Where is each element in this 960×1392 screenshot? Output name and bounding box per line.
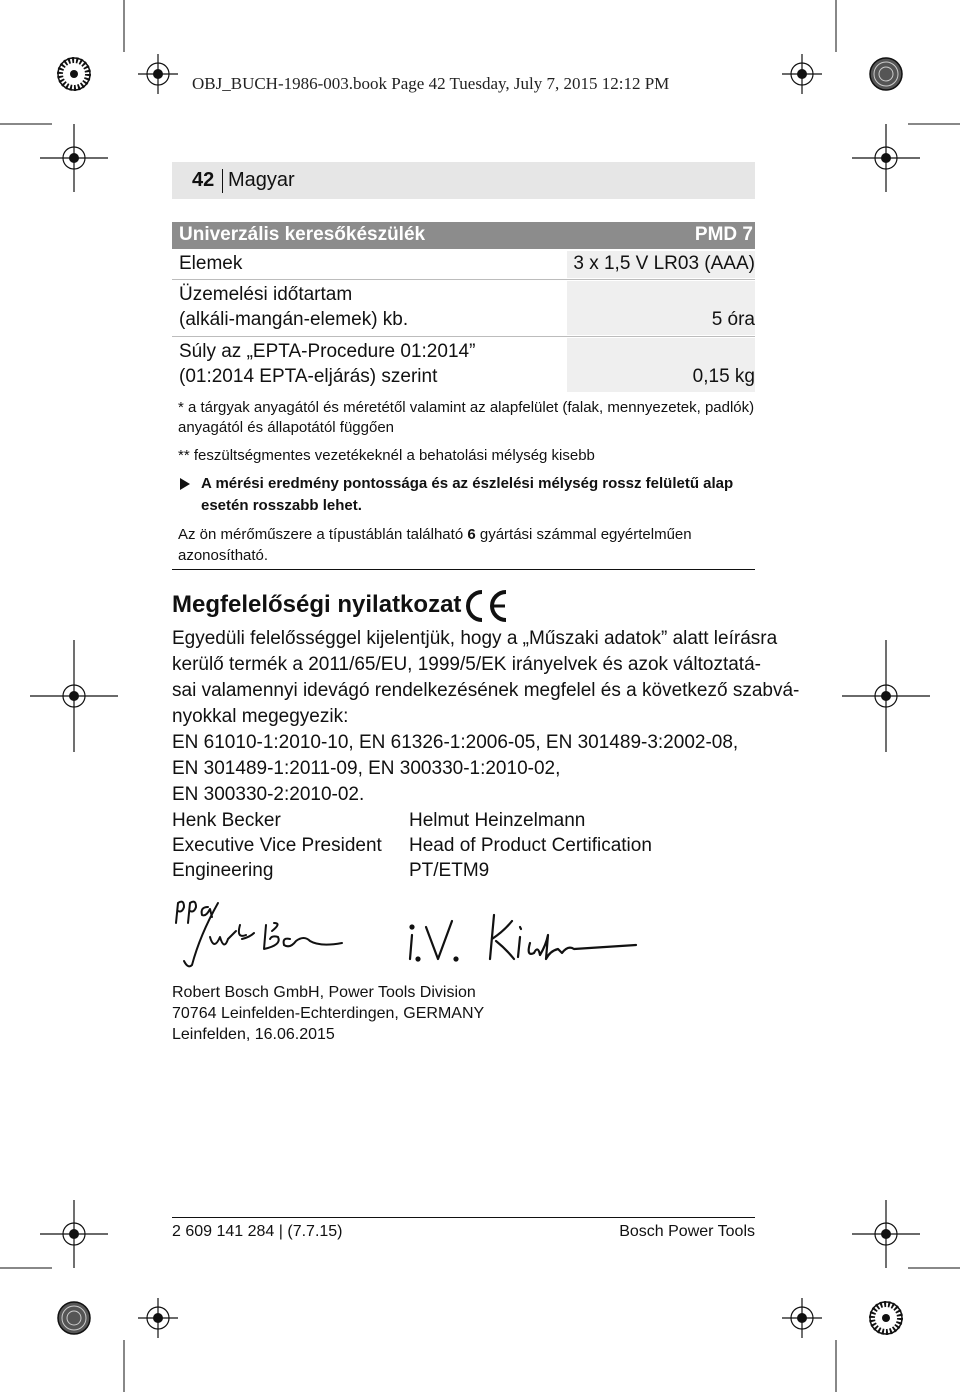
declaration-text: Egyedüli felelősséggel kijelentjük, hogy a „Műszaki adatok” alatt leírásra kerülő termék a 2011/65/EU, 1999/5/EK irányelvek és azok változtatá- sai valamennyi idevágó rendelkezésének megfelel és a következő szabvá- nyokkal megegyezik: EN 61010-1:2010-10, EN 61326-1:2006-05, EN 301489-3:2002-08, EN 301489-1:2011-09, EN 300330-1:2010-02, EN 300330-2:2010-02. [172, 628, 800, 805]
warning-bullet-icon [180, 478, 190, 490]
spec-row-divider [172, 279, 755, 280]
spec-table-header [172, 222, 755, 249]
spec-row-weight [172, 338, 755, 392]
spec-row-runtime [172, 281, 755, 335]
spec-value: 5 óra [711, 309, 755, 330]
footnote-1: * a tárgyak anyagától és méretétől valamint az alapfelület (falak, mennyezetek, padlók) [178, 399, 755, 416]
serial-note: Az ön mérőműszere a típustáblán található 6 gyártási számmal egyértelműen [178, 526, 692, 543]
page-language: Magyar [228, 169, 295, 191]
spec-label-line2: (alkáli-mangán-elemek) kb. [179, 309, 409, 330]
spec-table-model: PMD 7 [694, 224, 753, 245]
ce-mark-icon [462, 588, 510, 624]
signatory-right [409, 808, 652, 883]
declaration-heading: Megfelelőségi nyilatkozat [172, 591, 462, 618]
spec-label: Elemek [179, 253, 243, 274]
spec-table-title: Univerzális keresőkészülék [179, 224, 426, 245]
company-address: Robert Bosch GmbH, Power Tools Division 70764 Leinfelden-Echterdingen, GERMANY Leinfelden, 16.06.2015 [172, 984, 485, 1043]
warning-line-1: A mérési eredmény pontossága és az észlelési mélység rossz felületű alap [201, 475, 734, 492]
footer-rule [172, 1217, 755, 1218]
signatory-left [172, 808, 382, 883]
section-rule [172, 569, 755, 570]
signatory-dept: PT/ETM9 [409, 860, 490, 881]
footnote-1-cont: anyagától és állapotától függően [178, 419, 395, 436]
signatory-title: Head of Product Certification [409, 835, 652, 856]
signature-right-image [400, 905, 640, 965]
spec-row-divider [172, 336, 755, 337]
footer-publisher: Bosch Power Tools [619, 1223, 755, 1240]
spec-label-line2: (01:2014 EPTA-eljárás) szerint [179, 366, 438, 387]
signature-left-image [170, 895, 360, 975]
warning-line-2: esetén rosszabb lehet. [201, 497, 362, 514]
footer-doc-number: 2 609 141 284 | (7.7.15) [172, 1223, 343, 1240]
print-header: OBJ_BUCH-1986-003.book Page 42 Tuesday, July 7, 2015 12:12 PM [192, 74, 670, 93]
spec-row-batteries [172, 251, 755, 278]
page-header-divider [222, 169, 223, 193]
spec-value: 0,15 kg [692, 366, 755, 387]
signatory-name: Henk Becker [172, 810, 281, 831]
serial-ref-number: 6 [467, 526, 476, 543]
signatory-name: Helmut Heinzelmann [409, 810, 586, 831]
footnote-2: ** feszültségmentes vezetékeknél a behatolási mélység kisebb [178, 447, 595, 464]
signatory-title: Executive Vice President [172, 835, 382, 856]
page-number: 42 [192, 169, 215, 191]
signatory-dept: Engineering [172, 860, 274, 881]
serial-note-cont: azonosítható. [178, 547, 269, 564]
spec-value: 3 x 1,5 V LR03 (AAA) [573, 253, 755, 274]
spec-label: Üzemelési időtartam [179, 284, 353, 305]
spec-label: Súly az „EPTA-Procedure 01:2014” [179, 341, 476, 362]
